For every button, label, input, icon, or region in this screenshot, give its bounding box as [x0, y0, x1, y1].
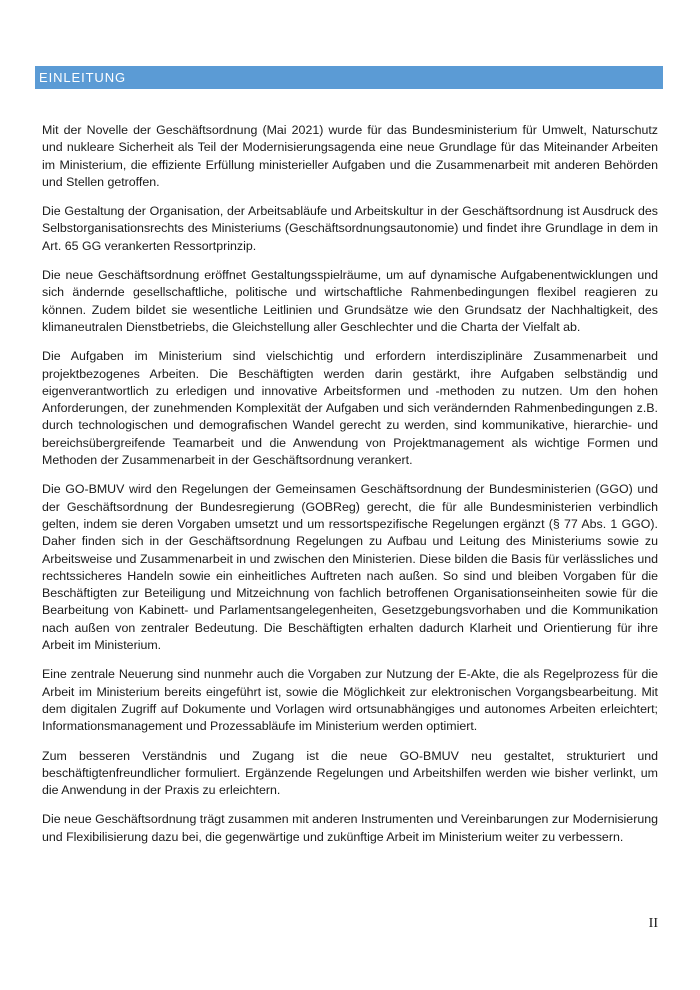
- section-header-bar: [35, 66, 663, 89]
- page-number: II: [648, 916, 658, 931]
- paragraph-3: Die neue Geschäftsordnung eröffnet Gestaltungsspielräume, um auf dynamische Aufgabenentwicklungen und sich ändernde gesellschaftliche, politische und wirtschaftliche Rahmenbedingungen flexibel reagieren zu können. Zudem bildet sie wesentliche Leitlinien und Grundsätze wie den Grundsatz der Nachhaltigkeit, des klimaneutralen Dienstbetriebs, die Gleichstellung aller Geschlechter und die Charta der Vielfalt ab.: [42, 268, 658, 334]
- paragraph-2: Die Gestaltung der Organisation, der Arbeitsabläufe und Arbeitskultur in der Geschäftsordnung ist Ausdruck des Selbstorganisationsrechts des Ministeriums (Geschäftsordnungsautonomie) und findet ihre Grundlage in dem in Art. 65 GG verankerten Ressortprinzip.: [42, 204, 658, 253]
- section-heading: EINLEITUNG: [39, 70, 127, 85]
- document-body: [42, 122, 658, 858]
- paragraph-7: Zum besseren Verständnis und Zugang ist die neue GO-BMUV neu gestaltet, strukturiert und beschäftigtenfreundlicher formuliert. Ergänzende Regelungen und Arbeitshilfen werden wie bisher verlinkt, um die Anwendung in der Praxis zu erleichtern.: [42, 748, 658, 798]
- paragraph-5: Die GO-BMUV wird den Regelungen der Gemeinsamen Geschäftsordnung der Bundesministerien (GGO) und der Geschäftsordnung der Bundesregierung (GOBReg) gerecht, die für alle Bundesministerien verbindlich gelten, indem sie deren Vorgaben umsetzt und um ressortspezifische Regelungen ergänzt (§ 77 Abs. 1 GGO). Daher finden sich in der Geschäftsordnung Regelungen zu Aufbau und Leitung des Ministeriums sowie zu Arbeitsweise und Zusammenarbeit in und zwischen den Ministerien. Diese bilden die Basis für verlässliches und rechtssicheres Handeln sowie ein einheitliches Auftreten nach außen. So sind und bleiben Vorgaben für die Beschäftigten zur Beteiligung und Mitzeichnung von fachlich betroffenen Organisationseinheiten sowie für die Bearbeitung von Kabinett- und Parlamentsangelegenheiten, Gesetzgebungsvorhaben und die Kommunikation nach außen von zentraler Bedeutung. Die Beschäftigten erhalten dadurch Klarheit und Orientierung für ihre Arbeit im Ministerium.: [42, 482, 658, 653]
- paragraph-6: Eine zentrale Neuerung sind nunmehr auch die Vorgaben zur Nutzung der E-Akte, die als Regelprozess für die Arbeit im Ministerium bereits eingeführt ist, sowie die Möglichkeit zur elektronischen Vorgangsbearbeitung. Mit dem digitalen Zugriff auf Dokumente und Vorlagen wird ortsunabhängiges und autonomes Arbeiten erleichtert; Informationsmanagement und Prozessabläufe im Ministerium werden optimiert.: [42, 667, 658, 734]
- paragraph-4: Die Aufgaben im Ministerium sind vielschichtig und erfordern interdisziplinäre Zusammenarbeit und projektbezogenes Arbeiten. Die Beschäftigten werden darin gestärkt, ihre Aufgaben selbständig und eigenverantwortlich zu erledigen und innovative Arbeitsformen und -methoden zu nutzen. Um den hohen Anforderungen, der zunehmenden Komplexität der Aufgaben und sich verändernden Rahmenbedingungen z.B. durch technologischen und demografischen Wandel gerecht zu werden, sind kommunikative, hierarchie- und bereichsübergreifende Teamarbeit und die Anwendung von Projektmanagement als wichtige Formen und Methoden der Zusammenarbeit in der Geschäftsordnung verankert.: [42, 349, 658, 468]
- paragraph-8: Die neue Geschäftsordnung trägt zusammen mit anderen Instrumenten und Vereinbarungen zur Modernisierung und Flexibilisierung dazu bei, die gegenwärtige und zukünftige Arbeit im Ministerium weiter zu verbessern.: [42, 812, 658, 844]
- paragraph-1: Mit der Novelle der Geschäftsordnung (Mai 2021) wurde für das Bundesministerium für Umwelt, Naturschutz und nukleare Sicherheit als Teil der Modernisierungsagenda eine neue Grundlage für das Miteinander Arbeiten im Ministerium, die effiziente Erfüllung ministerieller Aufgaben und die Zusammenarbeit mit anderen Behörden und Stellen getroffen.: [42, 123, 658, 189]
